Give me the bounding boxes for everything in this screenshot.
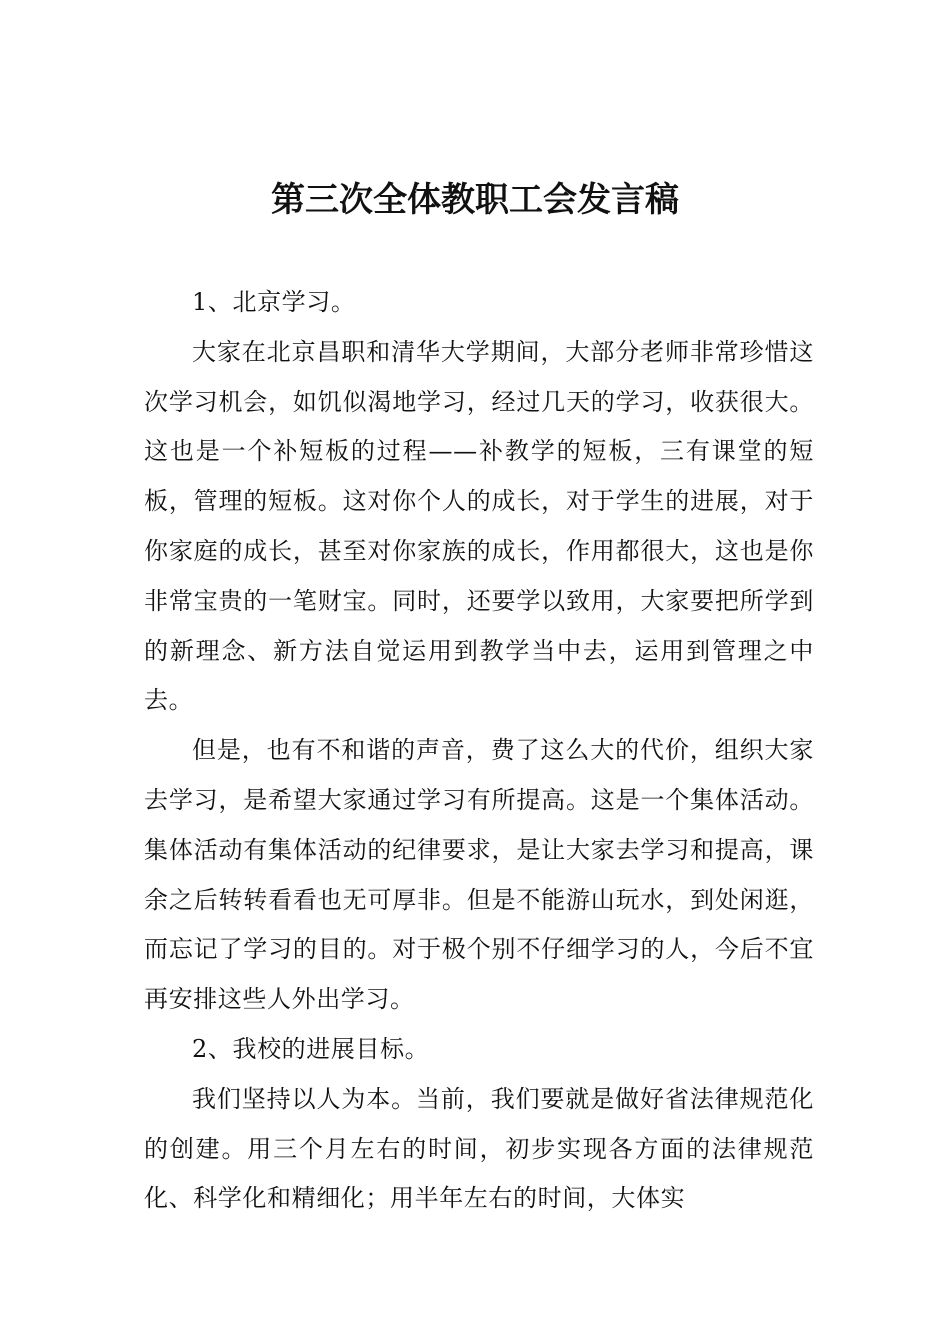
section-heading-beijing-study: 1、北京学习。 xyxy=(192,288,356,316)
paragraph: 我们坚持以人为本。当前，我们要就是做好省法律规范化的创建。用三个月左右的时间，初步实现各方面的法律规范化、科学化和精细化；用半年左右的时间，大体实 xyxy=(144,1084,814,1213)
document-body xyxy=(144,278,814,1224)
paragraph: 大家在北京昌职和清华大学期间，大部分老师非常珍惜这次学习机会，如饥似渴地学习，经过几天的学习，收获很大。这也是一个补短板的过程——补教学的短板，三有课堂的短板，管理的短板。这对你个人的成长，对于学生的进展，对于你家庭的成长，甚至对你家族的成长，作用都很大，这也是你非常宝贵的一笔财宝。同时，还要学以致用，大家要把所学到的新理念、新方法自觉运用到教学当中去，运用到管理之中去。 xyxy=(144,337,814,715)
paragraph: 但是，也有不和谐的声音，费了这么大的代价，组织大家去学习，是希望大家通过学习有所提高。这是一个集体活动。集体活动有集体活动的纪律要求，是让大家去学习和提高，课余之后转转看看也无可厚非。但是不能游山玩水，到处闲逛，而忘记了学习的目的。对于极个别不仔细学习的人，今后不宜再安排这些人外出学习。 xyxy=(144,736,814,1014)
document-title: 第三次全体教职工会发言稿 xyxy=(271,180,679,220)
section-heading-development-goals: 2、我校的进展目标。 xyxy=(192,1034,430,1063)
